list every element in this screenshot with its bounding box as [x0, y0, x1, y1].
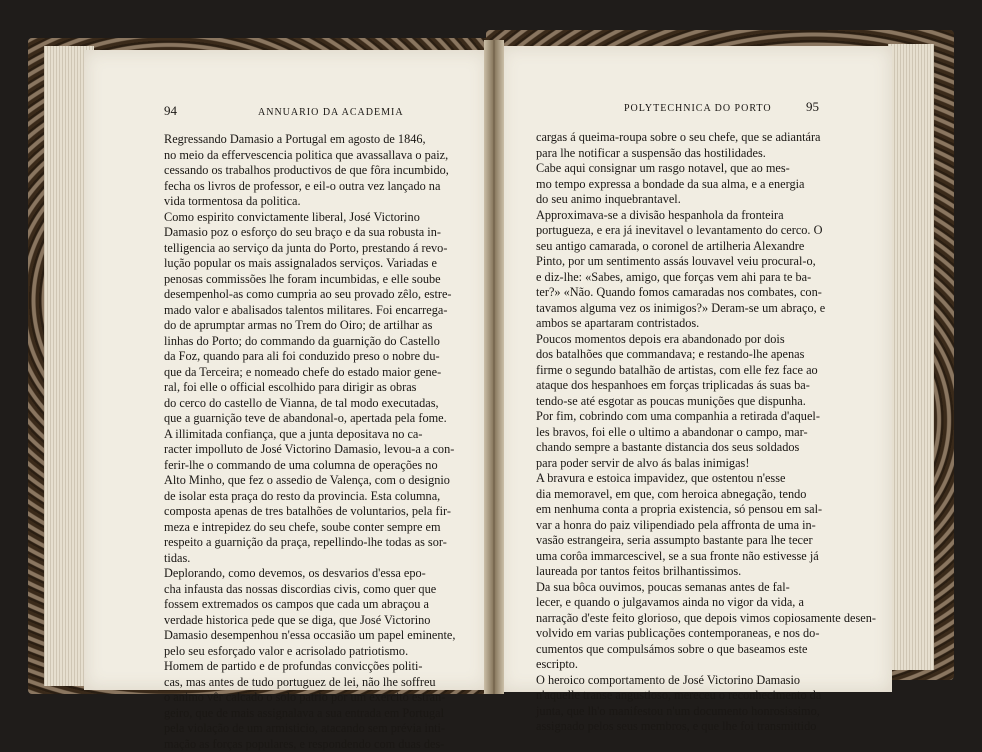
text-line: Damasio desempenhou n'essa occasião um papel eminente,	[164, 628, 504, 644]
text-line: lecer, e quando o julgavamos ainda no vigor da vida, a	[536, 595, 866, 611]
text-line: ferir-lhe o commando de uma columna de operações no	[164, 458, 504, 474]
text-line: portugueza, e era já inevitavel o levantamento do cerco. O	[536, 223, 866, 239]
text-line: dos batalhões que commandava; e restando-lhe apenas	[536, 347, 866, 363]
text-line: composta apenas de tres batalhões de voluntarios, pela fir-	[164, 504, 504, 520]
text-line: n'aquelle transe angustioso, mereceu o reconhecimento da	[536, 688, 866, 704]
left-page-number: 94	[164, 103, 177, 119]
text-line: lução popular os mais assignalados serviços. Variadas e	[164, 256, 504, 272]
left-page-text	[164, 132, 504, 752]
left-running-head: ANNUARIO DA ACADEMIA	[258, 107, 404, 118]
text-line: que a guarnição teve de abandonal-o, apertada pela fome.	[164, 411, 504, 427]
text-line: ter?» «Não. Quando fomos camaradas nos combates, con-	[536, 285, 866, 301]
text-line: cumentos que compulsámos sobre o que baseamos este	[536, 642, 866, 658]
right-running-head: POLYTECHNICA DO PORTO	[624, 103, 772, 114]
text-line: O heroico comportamento de José Victorino Damasio	[536, 673, 866, 689]
right-page	[500, 46, 892, 692]
text-line: narração d'este feito glorioso, que depois vimos copiosamente desen-	[536, 611, 866, 627]
text-line: cargas á queima-roupa sobre o seu chefe, que se adiantára	[536, 130, 866, 146]
left-page	[84, 50, 488, 690]
text-line: Por fim, cobrindo com uma companhia a retirada d'aquel-	[536, 409, 866, 425]
text-line: cas, mas antes de tudo portuguez de lei, não lhe soffreu	[164, 675, 504, 691]
text-line: em nenhuma conta a propria existencia, só pensou em sal-	[536, 502, 866, 518]
text-line: vasão estrangeira, seria assumpto bastante para lhe tecer	[536, 533, 866, 549]
right-page-text	[536, 130, 866, 735]
text-line: penosas commissões lhe foram incumbidas, e elle soube	[164, 272, 504, 288]
text-line: linhas do Porto; do commando da guarnição do Castello	[164, 334, 504, 350]
book-gutter	[484, 40, 504, 694]
text-line: que da Terceira; e nomeado chefe do estado maior gene-	[164, 365, 504, 381]
text-line: Poucos momentos depois era abandonado por dois	[536, 332, 866, 348]
text-line: para poder servir de alvo ás balas inimigas!	[536, 456, 866, 472]
text-line: volvido em varias publicações contemporaneas, e nos do-	[536, 626, 866, 642]
text-line: Regressando Damasio a Portugal em agosto de 1846,	[164, 132, 504, 148]
text-line: no meio da effervescencia politica que avassallava o paiz,	[164, 148, 504, 164]
text-line: Da sua bôca ouvimos, poucas semanas antes de fal-	[536, 580, 866, 596]
text-line: A bravura e estoica impavidez, que ostentou n'esse	[536, 471, 866, 487]
text-line: fecha os livros de professor, e eil-o outra vez lançado na	[164, 179, 504, 195]
text-line: junta, que lh'o manifestou n'um documento honrosissimo,	[536, 704, 866, 720]
right-page-edges	[888, 44, 934, 670]
text-line: Damasio poz o esforço do seu braço e da sua robusta in-	[164, 225, 504, 241]
text-line: telligencia ao serviço da junta do Porto, prestando á revo-	[164, 241, 504, 257]
text-line: para lhe notificar a suspensão das hostilidades.	[536, 146, 866, 162]
text-line: assignado pelos seus membros, e que lhe foi transmittido	[536, 719, 866, 735]
text-line: mado valor e abalisados talentos militares. Foi encarrega-	[164, 303, 504, 319]
text-line: respeito a guarnição da praça, repellindo-lhe todas as sor-	[164, 535, 504, 551]
text-line: firme o segundo batalhão de artistas, com elle fez face ao	[536, 363, 866, 379]
text-line: tendo-se até esgotar as poucas munições que dispunha.	[536, 394, 866, 410]
text-line: Pinto, por um sentimento assás louvavel veiu procural-o,	[536, 254, 866, 270]
text-line: o animo vêr calcado o solo patrio por um exercito estran-	[164, 690, 504, 706]
text-line: cessando os trabalhos productivos de que fôra incumbido,	[164, 163, 504, 179]
text-line: tidas.	[164, 551, 504, 567]
text-line: pela violação de um armisticio, atacando sem prévia inti-	[164, 721, 504, 737]
text-line: Como espirito convictamente liberal, José Victorino	[164, 210, 504, 226]
text-line: fossem extremados os campos que cada um abraçou a	[164, 597, 504, 613]
text-line: racter impolluto de José Victorino Damasio, levou-a a con-	[164, 442, 504, 458]
text-line: cha infausta das nossas discordias civis, como quer que	[164, 582, 504, 598]
text-line: Alto Minho, que fez o assedio de Valença, com o designio	[164, 473, 504, 489]
text-line: do seu animo inquebrantavel.	[536, 192, 866, 208]
text-line: mação as forças populares, e respondendo com duas des-	[164, 737, 504, 752]
text-line: Approximava-se a divisão hespanhola da fronteira	[536, 208, 866, 224]
text-line: A illimitada confiança, que a junta depositava no ca-	[164, 427, 504, 443]
right-page-number: 95	[806, 99, 819, 115]
text-line: do de aprumptar armas no Trem do Oiro; de artilhar as	[164, 318, 504, 334]
text-line: laureada por tantos feitos brilhantissimos.	[536, 564, 866, 580]
text-line: geiro, que de mais assignalava a sua entrada em Portugal	[164, 706, 504, 722]
text-line: var a honra do paiz vilipendiado pela affronta de uma in-	[536, 518, 866, 534]
text-line: ataque dos hespanhoes em forças triplicadas ás suas ba-	[536, 378, 866, 394]
text-line: da Foz, quando para ali foi conduzido preso o nobre du-	[164, 349, 504, 365]
text-line: pelo seu esforçado valor e acrisolado patriotismo.	[164, 644, 504, 660]
text-line: mo tempo expressa a bondade da sua alma, e a energia	[536, 177, 866, 193]
text-line: meza e intrepidez do seu chefe, soube conter sempre em	[164, 520, 504, 536]
text-line: uma corôa immarcescivel, se a sua fronte não estivesse já	[536, 549, 866, 565]
text-line: do cerco do castello de Vianna, de tal modo executadas,	[164, 396, 504, 412]
text-line: desempenhol-as como cumpria ao seu provado zêlo, estre-	[164, 287, 504, 303]
text-line: e diz-lhe: «Sabes, amigo, que forças vem ahi para te ba-	[536, 270, 866, 286]
text-line: seu antigo camarada, o coronel de artilheria Alexandre	[536, 239, 866, 255]
text-line: dia memoravel, em que, com heroica abnegação, tendo	[536, 487, 866, 503]
text-line: verdade historica pede que se diga, que José Victorino	[164, 613, 504, 629]
text-line: les bravos, foi elle o ultimo a abandonar o campo, mar-	[536, 425, 866, 441]
text-line: chando sempre a bastante distancia dos seus soldados	[536, 440, 866, 456]
text-line: Homem de partido e de profundas convicções politi-	[164, 659, 504, 675]
text-line: ral, foi elle o official escolhido para dirigir as obras	[164, 380, 504, 396]
text-line: ambos se apartaram contristados.	[536, 316, 866, 332]
text-line: Cabe aqui consignar um rasgo notavel, que ao mes-	[536, 161, 866, 177]
text-line: Deplorando, como devemos, os desvarios d'essa epo-	[164, 566, 504, 582]
text-line: vida tormentosa da politica.	[164, 194, 504, 210]
text-line: de isolar esta praça do resto da provincia. Esta columna,	[164, 489, 504, 505]
text-line: escripto.	[536, 657, 866, 673]
text-line: tavamos alguma vez os inimigos?» Deram-se um abraço, e	[536, 301, 866, 317]
